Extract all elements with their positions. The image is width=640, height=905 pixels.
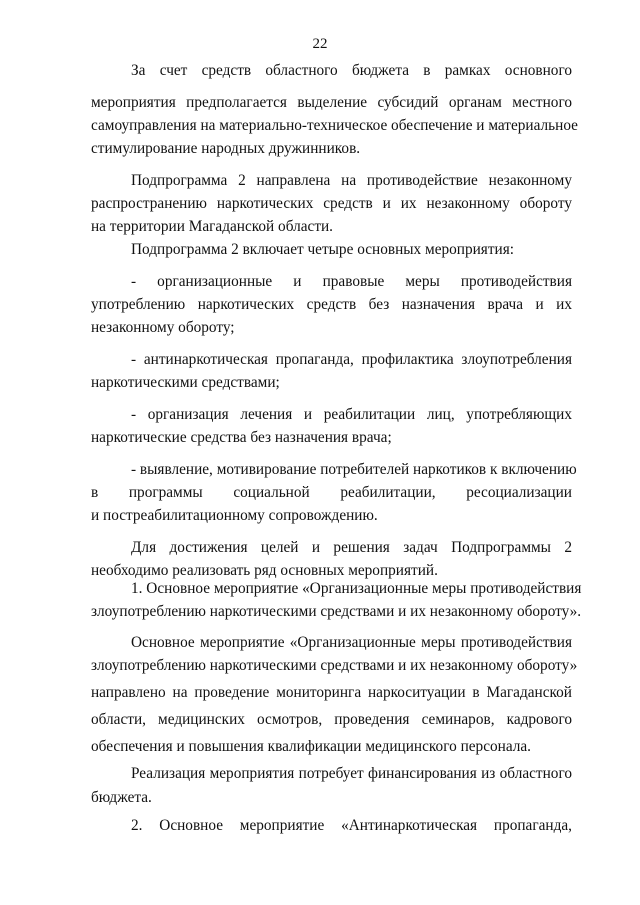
text-line: 2. Основное мероприятие «Антинаркотическая пропаганда,: [131, 817, 572, 834]
text-line: - выявление, мотивирование потребителей наркотиков к включению: [131, 461, 577, 478]
text-line: наркотическими средствами;: [91, 374, 280, 391]
text-line: злоупотреблению наркотическими средствами и их незаконному обороту».: [91, 603, 582, 620]
text-line: - организационные и правовые меры противодействия: [131, 273, 572, 290]
text-line: злоупотреблению наркотическими средствами и их незаконному обороту»: [91, 657, 578, 674]
text-line: - антинаркотическая пропаганда, профилактика злоупотребления: [131, 351, 572, 368]
text-line: на территории Магаданской области.: [91, 218, 334, 235]
text-line: области, медицинских осмотров, проведения семинаров, кадрового: [91, 711, 572, 728]
page-number: 22: [312, 36, 328, 52]
text-line: Реализация мероприятия потребует финансирования из областного: [131, 765, 572, 782]
text-line: обеспечения и повышения квалификации медицинского персонала.: [91, 738, 531, 755]
text-line: Для достижения целей и решения задач Подпрограммы 2: [131, 539, 572, 556]
text-line: наркотические средства без назначения врача;: [91, 429, 392, 446]
text-line: употреблению наркотических средств без назначения врача и их: [91, 296, 572, 313]
text-line: незаконному обороту;: [91, 319, 235, 336]
text-line: - организация лечения и реабилитации лиц, употребляющих: [131, 406, 572, 423]
text-line: необходимо реализовать ряд основных мероприятий.: [91, 562, 438, 579]
text-line: стимулирование народных дружинников.: [91, 140, 361, 157]
text-line: распространению наркотических средств и их незаконному обороту: [91, 195, 572, 212]
text-line: и постреабилитационному сопровождению.: [91, 507, 378, 524]
text-line: Основное мероприятие «Организационные меры противодействия: [131, 634, 572, 651]
text-line: направлено на проведение мониторинга наркоситуации в Магаданской: [91, 684, 572, 701]
text-line: самоуправления на материально-техническое обеспечение и материальное: [91, 117, 578, 134]
text-line: Подпрограмма 2 направлена на противодействие незаконному: [131, 172, 572, 189]
text-line: За счет средств областного бюджета в рамках основного: [131, 62, 572, 79]
text-line: в программы социальной реабилитации, ресоциализации: [91, 484, 572, 501]
text-line: бюджета.: [91, 789, 152, 806]
text-line: 1. Основное мероприятие «Организационные меры противодействия: [131, 580, 582, 597]
text-line: Подпрограмма 2 включает четыре основных мероприятия:: [131, 241, 514, 258]
text-line: мероприятия предполагается выделение субсидий органам местного: [91, 94, 572, 111]
